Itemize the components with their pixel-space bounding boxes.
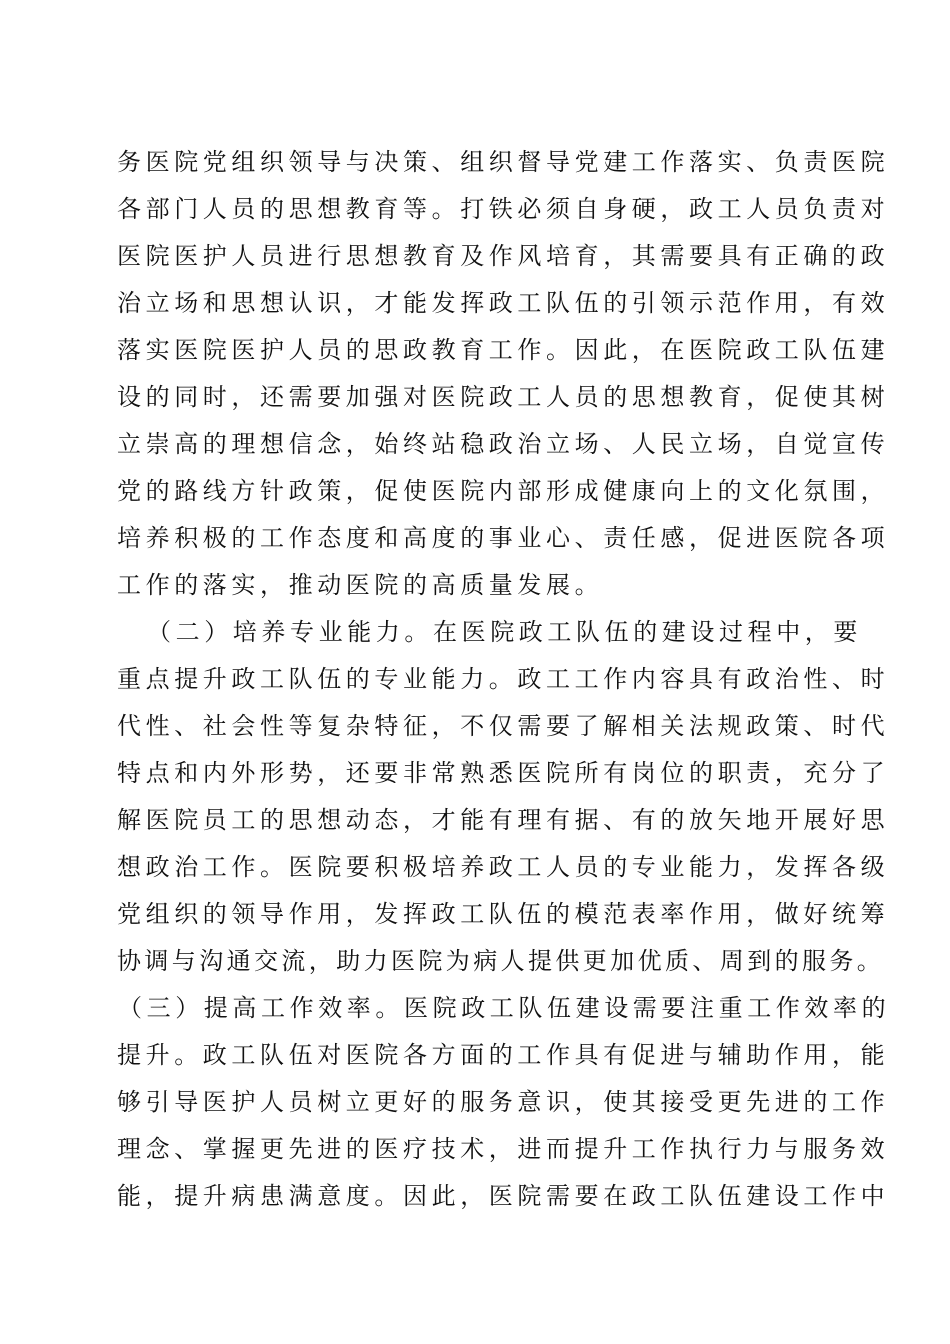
text-line: 党组织的领导作用，发挥政工队伍的模范表率作用，做好统筹 — [117, 900, 890, 928]
text-line: 设的同时，还需要加强对医院政工人员的思想教育，促使其树 — [117, 383, 890, 411]
text-line: 务医院党组织领导与决策、组织督导党建工作落实、负责医院 — [117, 148, 890, 176]
text-line: 协调与沟通交流，助力医院为病人提供更加优质、周到的服务。 — [117, 947, 885, 975]
text-line: 能，提升病患满意度。因此，医院需要在政工队伍建设工作中 — [117, 1182, 890, 1210]
text-line: 培养积极的工作态度和高度的事业心、责任感，促进医院各项 — [117, 524, 890, 552]
text-line: 理念、掌握更先进的医疗技术，进而提升工作执行力与服务效 — [117, 1135, 890, 1163]
section-heading-line: （二）培养专业能力。在医院政工队伍的建设过程中，要 — [147, 618, 862, 646]
text-line: 想政治工作。医院要积极培养政工人员的专业能力，发挥各级 — [117, 853, 890, 881]
text-line: 代性、社会性等复杂特征，不仅需要了解相关法规政策、时代 — [117, 712, 890, 740]
text-line: 解医院员工的思想动态，才能有理有据、有的放矢地开展好思 — [117, 806, 890, 834]
text-line: 党的路线方针政策，促使医院内部形成健康向上的文化氛围， — [117, 477, 890, 505]
text-line: 立崇高的理想信念，始终站稳政治立场、人民立场，自觉宣传 — [117, 430, 890, 458]
text-line: 提升。政工队伍对医院各方面的工作具有促进与辅助作用，能 — [117, 1041, 890, 1069]
text-line: 落实医院医护人员的思政教育工作。因此，在医院政工队伍建 — [117, 336, 890, 364]
text-line: 各部门人员的思想教育等。打铁必须自身硬，政工人员负责对 — [117, 195, 890, 223]
section-heading-line: （三）提高工作效率。医院政工队伍建设需要注重工作效率的 — [118, 994, 891, 1022]
text-line: 治立场和思想认识，才能发挥政工队伍的引领示范作用，有效 — [117, 289, 890, 317]
text-line: 够引导医护人员树立更好的服务意识，使其接受更先进的工作 — [117, 1088, 890, 1116]
text-line: 特点和内外形势，还要非常熟悉医院所有岗位的职责，充分了 — [117, 759, 890, 787]
text-line: 医院医护人员进行思想教育及作风培育，其需要具有正确的政 — [117, 242, 890, 270]
text-line: 工作的落实，推动医院的高质量发展。 — [117, 571, 604, 599]
text-line: 重点提升政工队伍的专业能力。政工工作内容具有政治性、时 — [117, 665, 890, 693]
